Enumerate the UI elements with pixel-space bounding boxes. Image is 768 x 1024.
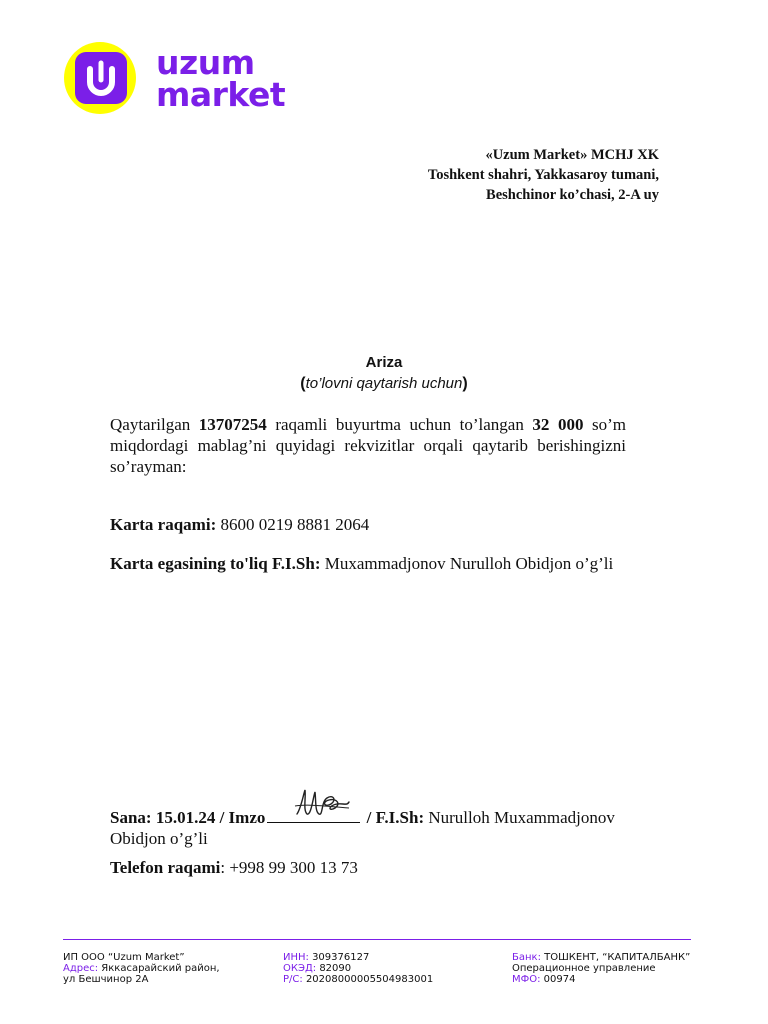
- footer-bank-label: Банк:: [512, 952, 541, 963]
- footer-account: [283, 974, 433, 985]
- signer-name: Nurulloh Muxammadjonov Obidjon o’g’li: [110, 808, 615, 848]
- body-part1: Qaytarilgan: [110, 415, 199, 434]
- footer-bank-value: ТОШКЕНТ, “КАПИТАЛБАНК”: [540, 952, 691, 963]
- footer-bank-column: [512, 952, 690, 985]
- card-number-value: 8600 0219 8881 2064: [216, 515, 370, 534]
- title-subtitle: to’lovni qaytarish uchun: [305, 375, 463, 392]
- footer-address-label: Адрес:: [63, 963, 99, 974]
- addressee-company: «Uzum Market» MCHJ XK: [485, 147, 659, 163]
- footer-account-value: 20208000005504983001: [302, 974, 434, 985]
- request-paragraph: [110, 414, 626, 477]
- footer-divider: [63, 939, 691, 940]
- card-owner-field: [110, 553, 613, 574]
- footer-company-name: ИП ООО “Uzum Market”: [63, 952, 185, 963]
- brand-wordmark: [156, 43, 336, 114]
- date-signature-label: Sana: 15.01.24 / Imzo: [110, 808, 266, 827]
- title-open-paren: (: [300, 375, 306, 392]
- addressee-street: Beshchinor ko’chasi, 2-A uy: [486, 187, 659, 203]
- footer-company-column: [63, 952, 220, 985]
- footer-inn-value: 309376127: [308, 952, 370, 963]
- card-owner-value: Muxammadjonov Nurulloh Obidjon o’g’li: [320, 554, 614, 573]
- phone-label: Telefon raqami: [110, 858, 221, 877]
- title-subtitle-line: [0, 373, 768, 394]
- document-title: [0, 352, 768, 394]
- card-number-label: Karta raqami:: [110, 515, 217, 534]
- footer-oked-value: 82090: [316, 963, 352, 974]
- footer-address: [63, 963, 220, 974]
- signature-line: [110, 807, 650, 849]
- brand-wordmark-line2: market: [156, 75, 286, 114]
- footer-mfo-value: 00974: [540, 974, 576, 985]
- signature-field: [267, 808, 360, 823]
- footer-inn-label: ИНН:: [283, 952, 309, 963]
- body-part3: so’m miqdordagi mablag’ni quyidagi rekvizitlar orqali qaytarib berishingizni so’rayman:: [110, 415, 627, 476]
- footer-mfo-label: МФО:: [512, 974, 541, 985]
- refund-amount: 32 000: [532, 415, 584, 434]
- footer-street: ул Бешчинор 2А: [63, 974, 149, 985]
- title-main: Ariza: [365, 354, 403, 371]
- body-part2: raqamli buyurtma uchun to’langan: [266, 415, 533, 434]
- footer-oked-label: ОКЭД:: [283, 963, 317, 974]
- footer-mfo: [512, 974, 690, 985]
- addressee-city: Toshkent shahri, Yakkasaroy tumani,: [427, 167, 659, 183]
- footer-bank: [512, 952, 690, 963]
- order-number: 13707254: [198, 415, 267, 434]
- brand-wordmark-line1: uzum: [156, 43, 255, 82]
- fish-label: / F.I.Sh:: [362, 808, 425, 827]
- footer-account-label: Р/С:: [283, 974, 303, 985]
- card-number-field: [110, 514, 369, 535]
- footer-bank-department: Операционное управление: [512, 963, 656, 974]
- card-owner-label: Karta egasining to'liq F.I.Sh:: [110, 554, 321, 573]
- footer-inn: [283, 952, 433, 963]
- uzum-logo-icon: [64, 41, 136, 115]
- handwritten-signature-icon: [291, 784, 353, 824]
- footer-tax-column: [283, 952, 433, 985]
- footer-oked: [283, 963, 433, 974]
- phone-value: : +998 99 300 13 73: [220, 858, 358, 877]
- footer-address-value: Яккасарайский район,: [98, 963, 220, 974]
- title-close-paren: ): [462, 375, 468, 392]
- phone-field: [110, 857, 358, 878]
- addressee-block: [299, 145, 659, 205]
